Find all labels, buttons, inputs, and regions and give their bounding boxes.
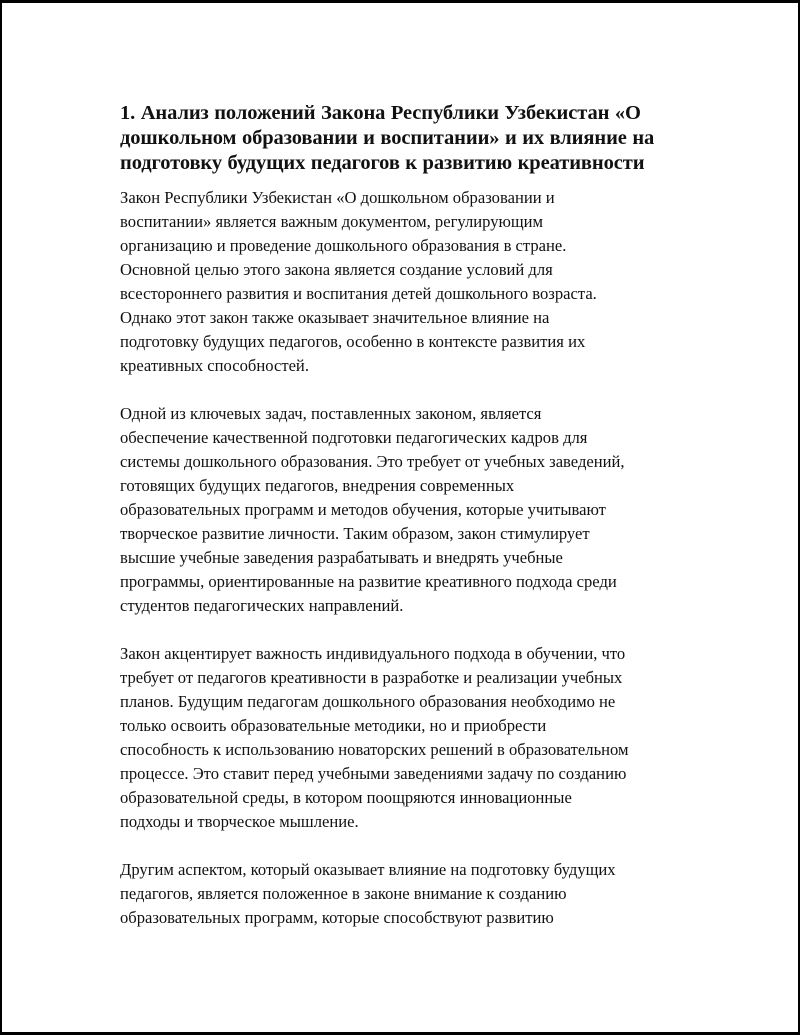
paragraph-3: Закон акцентирует важность индивидуального подхода в обучении, что требует от педагогов креативности в разработке и реализации учебных планов. Будущим педагогам дошкольного образования необходимо не только освоить образовательные методики, но и приобрести способность к использованию новаторских решений в образовательном процессе. Это ставит перед учебными заведениями задачу по созданию образовательной среды, в котором поощряются инновационные подходы и творческое мышление. bbox=[120, 644, 629, 831]
document-body bbox=[120, 101, 695, 954]
paragraph-2: Одной из ключевых задач, поставленных законом, является обеспечение качественной подготовки педагогических кадров для системы дошкольного образования. Это требует от учебных заведений, готовящих будущих педагогов, внедрения современных образовательных программ и методов обучения, которые учитывают творческое развитие личности. Таким образом, закон стимулирует высшие учебные заведения разрабатывать и внедрять учебные программы, ориентированные на развитие креативного подхода среди студентов педагогических направлений. bbox=[120, 404, 625, 615]
paragraph-4: Другим аспектом, который оказывает влияние на подготовку будущих педагогов, является положенное в законе внимание к созданию образовательных программ, которые способствуют развитию bbox=[120, 860, 616, 927]
section-heading: 1. Анализ положений Закона Республики Узбекистан «О дошкольном образовании и воспитании» и их влияние на подготовку будущих педагогов к развитию креативности bbox=[120, 102, 655, 174]
paragraph-1: Закон Республики Узбекистан «О дошкольном образовании и воспитании» является важным документом, регулирующим организацию и проведение дошкольного образования в стране. Основной целью этого закона является создание условий для всестороннего развития и воспитания детей дошкольного возраста. Однако этот закон также оказывает значительное влияние на подготовку будущих педагогов, особенно в контексте развития их креативных способностей. bbox=[120, 188, 597, 375]
